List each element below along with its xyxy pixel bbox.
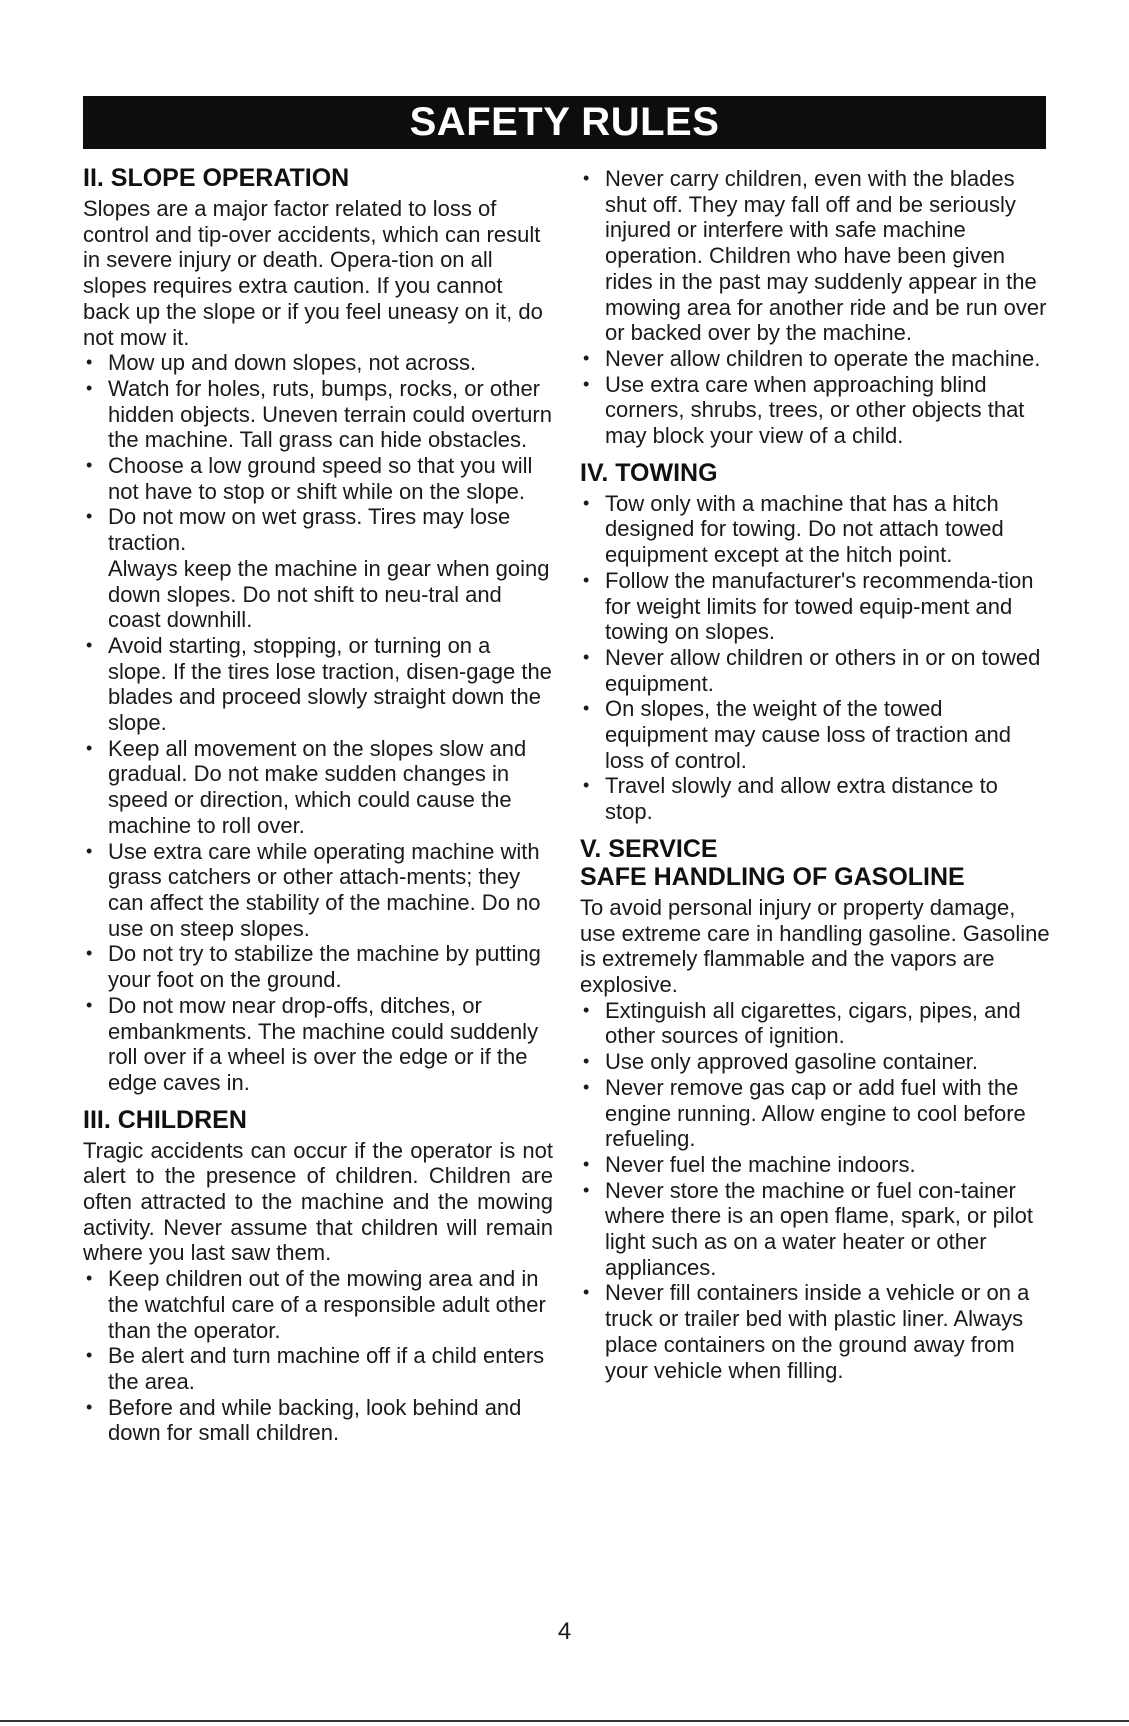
slope-operation-heading: II. SLOPE OPERATION bbox=[83, 164, 350, 192]
list-item: • Choose a low ground speed so that you will not have to stop or shift while on the slope. bbox=[83, 453, 553, 504]
list-item: • Use only approved gasoline container. bbox=[580, 1049, 1050, 1075]
right-column bbox=[580, 166, 1050, 1383]
children-section bbox=[83, 1106, 553, 1446]
service-intro: To avoid personal injury or property damage, use extreme care in handling gasoline. Gasoline is extremely flammable and the vapors are explosive. bbox=[580, 894, 1050, 997]
service-section bbox=[580, 835, 1050, 1383]
children-list bbox=[83, 1266, 553, 1446]
list-item: • Tow only with a machine that has a hitch designed for towing. Do not attach towed equipment except at the hitch point. bbox=[580, 491, 1050, 568]
list-item: • Watch for holes, ruts, bumps, rocks, or other hidden objects. Uneven terrain could overturn the machine. Tall grass can hide obstacles. bbox=[83, 376, 553, 453]
list-item-continuation: Always keep the machine in gear when going down slopes. Do not shift to neu-tral and coast downhill. bbox=[108, 555, 550, 633]
bottom-divider bbox=[0, 1720, 1129, 1722]
list-item: • Never allow children or others in or on towed equipment. bbox=[580, 645, 1050, 696]
page-title: SAFETY RULES bbox=[83, 96, 1046, 149]
children-list-continued bbox=[580, 166, 1050, 449]
slope-operation-section bbox=[83, 164, 553, 1096]
service-list bbox=[580, 998, 1050, 1384]
list-item: • Use extra care when approaching blind corners, shrubs, trees, or other objects that may block your view of a child. bbox=[580, 372, 1050, 449]
list-item: • Travel slowly and allow extra distance to stop. bbox=[580, 773, 1050, 824]
slope-operation-intro: Slopes are a major factor related to loss of control and tip-over accidents, which can result in severe injury or death. Opera-tion on all slopes requires extra caution. If you cannot back up the slope or if you feel uneasy on it, do not mow it. bbox=[83, 196, 543, 350]
service-heading: V. SERVICE bbox=[580, 834, 718, 863]
list-item: • Use extra care while operating machine with grass catchers or other attach-ments; they can affect the stability of the machine. Do no use on steep slopes. bbox=[83, 839, 553, 942]
list-item: • Mow up and down slopes, not across. bbox=[83, 350, 553, 376]
left-column bbox=[83, 164, 553, 1446]
slope-operation-list-2 bbox=[83, 633, 553, 1096]
list-item: • Do not try to stabilize the machine by putting your foot on the ground. bbox=[83, 941, 553, 992]
list-item: • Never fill containers inside a vehicle or on a truck or trailer bed with plastic liner. Always place containers on the ground away from your vehicle when filling. bbox=[580, 1280, 1050, 1383]
list-item: • Be alert and turn machine off if a child enters the area. bbox=[83, 1343, 553, 1394]
list-item: • Never allow children to operate the machine. bbox=[580, 346, 1050, 372]
list-item: • Never carry children, even with the blades shut off. They may fall off and be seriously injured or interfere with safe machine operation. Children who have been given rides in the past may suddenly appear in the mowing area for another ride and be run over or backed over by the machine. bbox=[580, 166, 1050, 346]
towing-heading: IV. TOWING bbox=[580, 458, 718, 487]
list-item: • Keep children out of the mowing area and in the watchful care of a responsible adult other than the operator. bbox=[83, 1266, 553, 1343]
list-item: • Keep all movement on the slopes slow and gradual. Do not make sudden changes in speed or direction, which could cause the machine to roll over. bbox=[83, 736, 553, 839]
list-item: • Never fuel the machine indoors. bbox=[580, 1152, 1050, 1178]
children-intro: Tragic accidents can occur if the operator is not alert to the presence of children. Children are often attracted to the machine and the mowing activity. Never assume that children will remain where you last saw them. bbox=[83, 1137, 553, 1266]
list-item: • Follow the manufacturer's recommenda-tion for weight limits for towed equip-ment and towing on slopes. bbox=[580, 568, 1050, 645]
page-number: 4 bbox=[557, 1618, 572, 1645]
list-item: • Never store the machine or fuel con-tainer where there is an open flame, spark, or pilot light such as on a water heater or other appliances. bbox=[580, 1178, 1050, 1281]
list-item: • Extinguish all cigarettes, cigars, pipes, and other sources of ignition. bbox=[580, 998, 1050, 1049]
children-heading: III. CHILDREN bbox=[83, 1105, 247, 1134]
list-item: • Avoid starting, stopping, or turning on a slope. If the tires lose traction, disen-gage the blades and proceed slowly straight down the slope. bbox=[83, 633, 553, 736]
towing-list bbox=[580, 491, 1050, 825]
list-item: • Do not mow near drop-offs, ditches, or embankments. The machine could suddenly roll over if a wheel is over the edge or if the edge caves in. bbox=[83, 993, 553, 1096]
list-item: • Never remove gas cap or add fuel with the engine running. Allow engine to cool before refueling. bbox=[580, 1075, 1050, 1152]
towing-section bbox=[580, 459, 1050, 825]
slope-operation-list bbox=[83, 350, 553, 556]
list-item: • Before and while backing, look behind and down for small children. bbox=[83, 1395, 553, 1446]
list-item: • On slopes, the weight of the towed equipment may cause loss of traction and loss of control. bbox=[580, 696, 1050, 773]
list-item: • Do not mow on wet grass. Tires may lose traction. bbox=[83, 504, 553, 555]
service-heading-group bbox=[580, 835, 1050, 891]
gasoline-subheading: SAFE HANDLING OF GASOLINE bbox=[580, 862, 965, 891]
